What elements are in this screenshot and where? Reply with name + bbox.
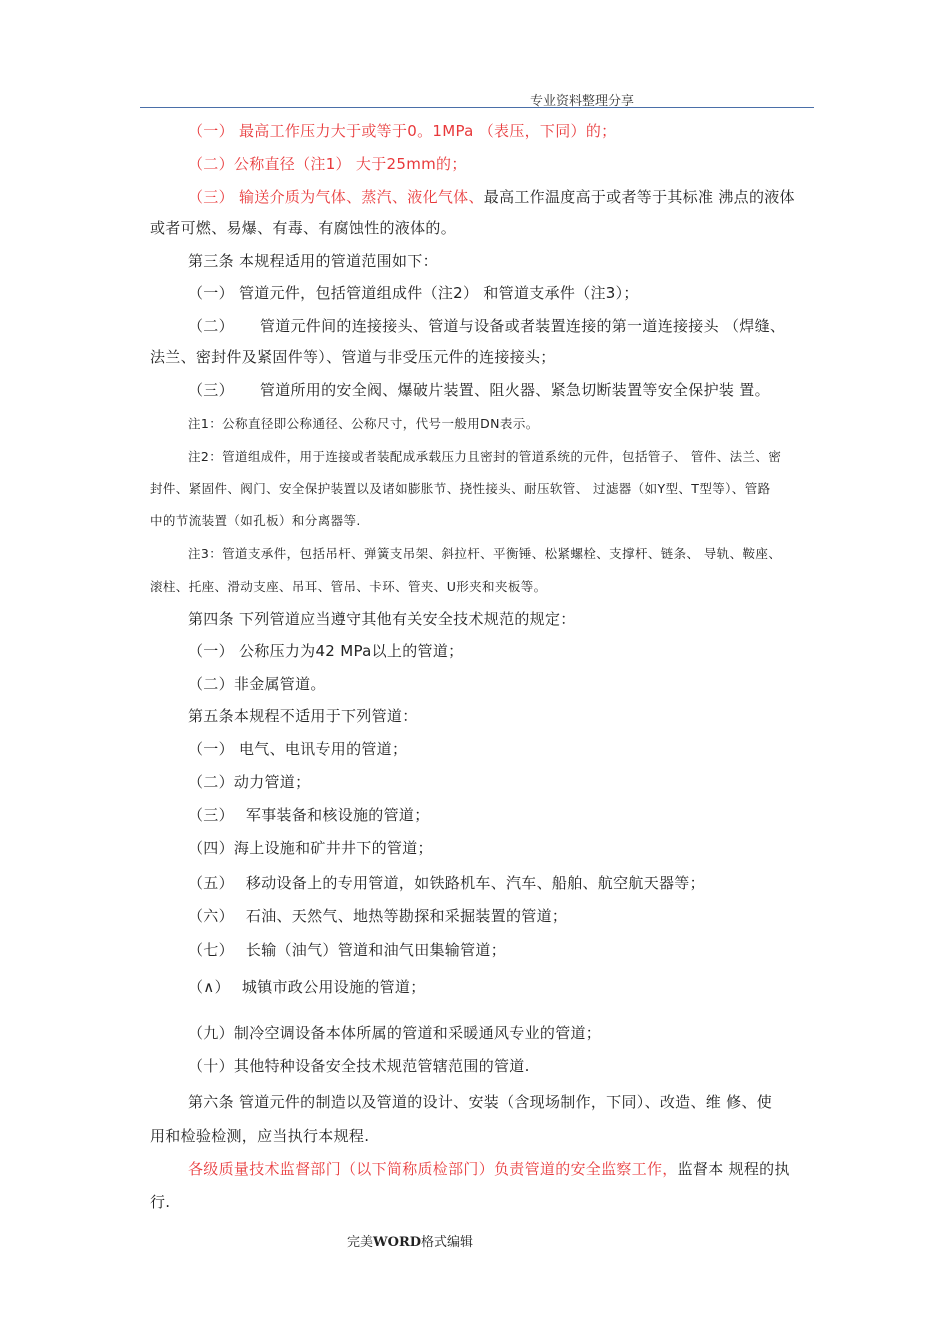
paragraph (188, 906, 567, 926)
note: 中的节流装置（如孔板）和分离器等. (150, 513, 361, 528)
paragraph: （一） 最高工作压力大于或等于0。1MPa （表压，下同）的； (188, 122, 617, 140)
article-heading: 第三条 本规程适用的管道范围如下： (188, 252, 438, 270)
paragraph: （二）公称直径（注1） 大于25mm的； (188, 155, 467, 173)
item-number: （∧） (188, 978, 230, 996)
paragraph-part: 最高工作温度高于或者等于其标准 沸点的液体 (483, 188, 795, 206)
item-text: 长输（油气）管道和油气田集输管道； (245, 941, 507, 959)
paragraph: （二）动力管道； (188, 773, 311, 791)
paragraph: （一） 电气、电讯专用的管道； (188, 740, 408, 758)
paragraph-part: 监督本 规程的执 (677, 1160, 790, 1178)
item-text: 城镇市政公用设施的管道； (241, 978, 426, 996)
item-text: 管道所用的安全阀、爆破片装置、阻火器、紧急切断装置等安全保护装 置。 (259, 381, 770, 399)
paragraph (188, 940, 506, 960)
item-text: 管道元件间的连接接头、管道与设备或者装置连接的第一道连接接头 （焊缝、 (259, 317, 786, 335)
note: 注1：公称直径即公称通径、公称尺寸，代号一般用DN表示。 (188, 416, 539, 431)
paragraph: （四）海上设施和矿井井下的管道； (188, 839, 433, 857)
paragraph: 用和检验检测，应当执行本规程. (150, 1127, 370, 1145)
page-footer: 完美WORD格式编辑 (347, 1235, 474, 1250)
article-heading: 第四条 下列管道应当遵守其他有关安全技术规范的规定： (188, 610, 576, 628)
page-header: 专业资料整理分享 (530, 94, 635, 109)
article-heading: 第六条 管道元件的制造以及管道的设计、安装（含现场制作，下同）、改造、维 修、使 (188, 1093, 773, 1111)
paragraph (188, 873, 705, 893)
paragraph (188, 977, 426, 997)
header-divider (140, 107, 814, 108)
item-number: （二） (188, 317, 234, 335)
item-text: 移动设备上的专用管道，如铁路机车、汽车、船舶、航空航天器等； (245, 874, 705, 892)
item-number: （六） (188, 907, 234, 925)
paragraph: （二）非金属管道。 (188, 675, 326, 693)
paragraph: 或者可燃、易爆、有毒、有腐蚀性的液体的。 (150, 219, 457, 237)
paragraph (188, 316, 785, 336)
note: 封件、紧固件、阀门、安全保护装置以及诸如膨胀节、挠性接头、耐压软管、 过滤器（如Y型、T型等）、管路 (150, 481, 771, 496)
note: 注3：管道支承件，包括吊杆、弹簧支吊架、斜拉杆、平衡锤、松紧螺栓、支撑杆、链条、 导轨、鞍座、 (188, 546, 782, 561)
paragraph: （一） 公称压力为42 MPa以上的管道； (188, 642, 464, 660)
paragraph-red-part: （三） 输送介质为气体、蒸汽、液化气体、 (188, 188, 484, 206)
paragraph (188, 805, 430, 825)
paragraph: （十）其他特种设备安全技术规范管辖范围的管道. (188, 1057, 530, 1075)
item-number: （七） (188, 941, 234, 959)
item-text: 石油、天然气、地热等勘探和采掘装置的管道； (245, 907, 568, 925)
note: 注2：管道组成件，用于连接或者装配成承载压力且密封的管道系统的元件，包括管子、 管件、法兰、密 (188, 449, 782, 464)
note: 滚柱、托座、滑动支座、吊耳、管吊、卡环、管夹、U形夹和夹板等。 (150, 579, 547, 594)
paragraph (188, 187, 795, 207)
item-number: （三） (188, 806, 234, 824)
article-heading: 第五条本规程不适用于下列管道： (188, 707, 418, 725)
item-number: （五） (188, 874, 234, 892)
paragraph-red-part: 各级质量技术监督部门（以下简称质检部门）负责管道的安全监察工作， (188, 1160, 678, 1178)
paragraph (188, 1159, 790, 1179)
item-text: 军事装备和核设施的管道； (245, 806, 430, 824)
paragraph: （九）制冷空调设备本体所属的管道和采暖通风专业的管道； (188, 1024, 602, 1042)
paragraph: （一） 管道元件，包括管道组成件（注2） 和管道支承件（注3）； (188, 284, 639, 302)
paragraph (188, 380, 770, 400)
paragraph: 行. (150, 1193, 171, 1211)
paragraph: 法兰、密封件及紧固件等）、管道与非受压元件的连接接头； (150, 348, 556, 366)
item-number: （三） (188, 381, 234, 399)
